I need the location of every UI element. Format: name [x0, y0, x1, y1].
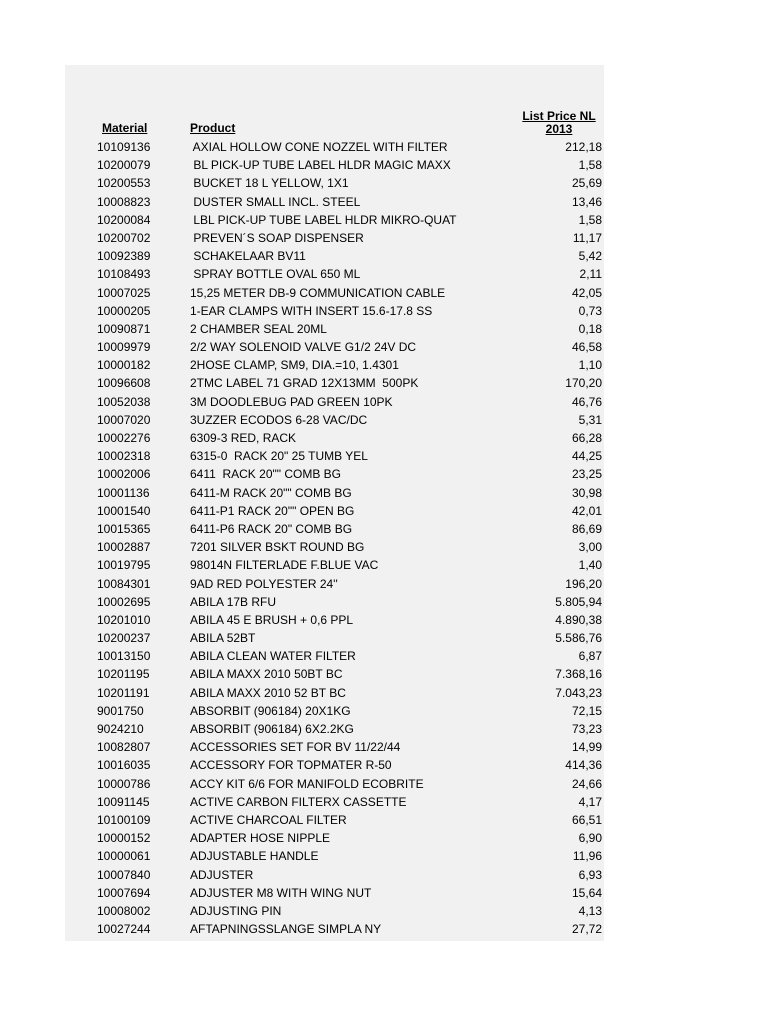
product-cell: ACCY KIT 6/6 FOR MANIFOLD ECOBRITE: [190, 776, 424, 791]
product-cell: ABILA 17B RFU: [190, 594, 277, 609]
price-cell: 13,46: [571, 194, 602, 209]
price-cell: 170,20: [565, 376, 602, 391]
table-row: [0, 156, 768, 174]
material-cell: 10000061: [97, 849, 151, 864]
table-row: [0, 520, 768, 538]
table-row: [0, 265, 768, 283]
table-row: [0, 284, 768, 302]
product-cell: 6315-0 RACK 20" 25 TUMB YEL: [190, 449, 368, 464]
price-cell: 6,93: [578, 867, 602, 882]
table-row: [0, 429, 768, 447]
product-cell: ADJUSTER: [190, 867, 254, 882]
material-cell: 10082807: [97, 740, 151, 755]
price-cell: 7.368,16: [555, 667, 602, 682]
price-cell: 11,17: [572, 230, 602, 245]
product-cell: ADJUSTABLE HANDLE: [190, 849, 319, 864]
price-cell: 0,73: [578, 303, 602, 318]
product-cell: ABSORBIT (906184) 20X1KG: [190, 703, 351, 718]
product-cell: BUCKET 18 L YELLOW, 1X1: [190, 176, 349, 191]
material-cell: 10200079: [97, 158, 151, 173]
table-row: [0, 229, 768, 247]
price-cell: 414,36: [565, 758, 602, 773]
table-row: [0, 884, 768, 902]
price-cell: 30,98: [571, 485, 602, 500]
product-cell: ABILA 52BT: [190, 631, 256, 646]
product-cell: ABILA 45 E BRUSH + 0,6 PPL: [190, 612, 354, 627]
header-list-price: [500, 110, 618, 136]
price-cell: 1,58: [578, 158, 602, 173]
table-row: [0, 829, 768, 847]
price-cell: 196,20: [565, 576, 602, 591]
product-cell: 6411-P6 RACK 20" COMB BG: [190, 521, 353, 536]
material-cell: 10200553: [97, 176, 151, 191]
material-cell: 10000205: [97, 303, 151, 318]
product-cell: AFTAPNINGSSLANGE SIMPLA NY: [190, 922, 382, 937]
material-cell: 10000152: [97, 831, 151, 846]
price-table: [0, 138, 768, 938]
material-cell: 10091145: [97, 794, 150, 809]
product-cell: 7201 SILVER BSKT ROUND BG: [190, 540, 365, 555]
price-cell: 4,17: [578, 794, 602, 809]
material-cell: 10100109: [97, 812, 151, 827]
header-product: Product: [190, 121, 236, 135]
table-row: [0, 356, 768, 374]
table-row: [0, 665, 768, 683]
price-cell: 5,31: [578, 412, 602, 427]
table-row: [0, 866, 768, 884]
material-cell: 10084301: [97, 576, 151, 591]
material-cell: 10090871: [97, 321, 151, 336]
material-cell: 10200702: [97, 230, 151, 245]
table-row: [0, 538, 768, 556]
table-row: [0, 411, 768, 429]
product-cell: 6411-P1 RACK 20"" OPEN BG: [190, 503, 355, 518]
price-cell: 212,18: [565, 140, 602, 154]
material-cell: 10001540: [97, 503, 151, 518]
material-cell: 10007694: [97, 885, 151, 900]
price-cell: 14,99: [571, 740, 602, 755]
product-cell: 2 CHAMBER SEAL 20ML: [190, 321, 327, 336]
product-cell: 2/2 WAY SOLENOID VALVE G1/2 24V DC: [190, 340, 417, 355]
price-cell: 25,69: [571, 176, 602, 191]
header-list-price-label: List Price NL: [522, 109, 596, 123]
price-cell: 86,69: [571, 521, 602, 536]
material-cell: 10002276: [97, 431, 151, 445]
product-cell: PREVEN´S SOAP DISPENSER: [190, 230, 364, 245]
material-cell: 10027244: [97, 922, 151, 937]
price-cell: 0,18: [578, 321, 602, 336]
price-cell: 66,51: [571, 812, 602, 827]
table-row: [0, 611, 768, 629]
table-row: [0, 138, 768, 156]
product-cell: 1-EAR CLAMPS WITH INSERT 15.6-17.8 SS: [190, 303, 433, 318]
table-row: [0, 902, 768, 920]
table-row: [0, 556, 768, 574]
table-row: [0, 793, 768, 811]
product-cell: 98014N FILTERLADE F.BLUE VAC: [190, 558, 379, 573]
product-cell: ACTIVE CARBON FILTERX CASSETTE: [190, 794, 407, 809]
material-cell: 10200237: [97, 631, 151, 646]
table-row: [0, 193, 768, 211]
table-row: [0, 738, 768, 756]
product-cell: ADJUSTING PIN: [190, 903, 282, 918]
price-cell: 1,58: [578, 212, 602, 227]
material-cell: 10108493: [97, 267, 151, 282]
product-cell: DUSTER SMALL INCL. STEEL: [190, 194, 361, 209]
header-material: Material: [102, 121, 148, 135]
price-cell: 2,11: [579, 267, 602, 282]
product-cell: ADJUSTER M8 WITH WING NUT: [190, 885, 372, 900]
table-row: [0, 811, 768, 829]
price-cell: 15,64: [571, 885, 602, 900]
material-cell: 10201195: [97, 667, 150, 682]
material-cell: 10008823: [97, 194, 151, 209]
table-row: [0, 756, 768, 774]
material-cell: 10092389: [97, 249, 151, 264]
product-cell: 6309-3 RED, RACK: [190, 431, 297, 445]
price-cell: 6,90: [578, 831, 602, 846]
material-cell: 10009979: [97, 340, 151, 355]
price-cell: 6,87: [578, 649, 602, 664]
material-cell: 10109136: [97, 140, 151, 154]
product-cell: ACCESSORY FOR TOPMATER R-50: [190, 758, 392, 773]
table-row: [0, 393, 768, 411]
product-cell: ADAPTER HOSE NIPPLE: [190, 831, 331, 846]
material-cell: 10016035: [97, 758, 151, 773]
price-cell: 46,76: [571, 394, 602, 409]
product-cell: 15,25 METER DB-9 COMMUNICATION CABLE: [190, 285, 446, 300]
price-cell: 5,42: [578, 249, 602, 264]
product-cell: SPRAY BOTTLE OVAL 650 ML: [190, 267, 361, 282]
material-cell: 10007840: [97, 867, 151, 882]
table-row: [0, 593, 768, 611]
table-row: [0, 720, 768, 738]
table-row: [0, 302, 768, 320]
product-cell: LBL PICK-UP TUBE LABEL HLDR MIKRO-QUAT: [190, 212, 457, 227]
price-cell: 24,66: [571, 776, 602, 791]
material-cell: 10000182: [97, 358, 151, 373]
table-row: [0, 847, 768, 865]
table-row: [0, 629, 768, 647]
table-row: [0, 575, 768, 593]
product-cell: 2TMC LABEL 71 GRAD 12X13MM 500PK: [190, 376, 419, 391]
table-row: [0, 320, 768, 338]
price-cell: 1,40: [578, 558, 602, 573]
price-cell: 66,28: [571, 431, 602, 445]
material-cell: 10200084: [97, 212, 151, 227]
price-cell: 5.805,94: [555, 594, 602, 609]
product-cell: ABILA MAXX 2010 52 BT BC: [190, 685, 346, 700]
material-cell: 10201010: [97, 612, 151, 627]
price-cell: 3,00: [578, 540, 602, 555]
table-row: [0, 211, 768, 229]
material-cell: 10096608: [97, 376, 151, 391]
material-cell: 10002006: [97, 467, 151, 482]
table-row: [0, 447, 768, 465]
material-cell: 10052038: [97, 394, 151, 409]
price-cell: 11,96: [572, 849, 602, 864]
table-row: [0, 338, 768, 356]
table-row: [0, 684, 768, 702]
header-list-price-year: 2013: [545, 122, 573, 136]
material-cell: 10019795: [97, 558, 151, 573]
table-row: [0, 775, 768, 793]
table-row: [0, 247, 768, 265]
material-cell: 10015365: [97, 521, 151, 536]
material-cell: 9024210: [97, 722, 144, 736]
material-cell: 10008002: [97, 903, 151, 918]
table-row: [0, 920, 768, 938]
material-cell: 10013150: [97, 649, 151, 664]
material-cell: 10007020: [97, 412, 151, 427]
material-cell: 10002695: [97, 594, 151, 609]
product-cell: AXIAL HOLLOW CONE NOZZEL WITH FILTER: [190, 140, 448, 154]
material-cell: 10007025: [97, 285, 151, 300]
product-cell: 9AD RED POLYESTER 24'': [190, 576, 338, 591]
table-row: [0, 174, 768, 192]
material-cell: 10002318: [97, 449, 151, 464]
price-cell: 46,58: [571, 340, 602, 355]
product-cell: 3M DOODLEBUG PAD GREEN 10PK: [190, 394, 393, 409]
product-cell: 6411 RACK 20"" COMB BG: [190, 467, 342, 482]
price-cell: 4.890,38: [555, 612, 602, 627]
price-cell: 23,25: [571, 467, 602, 482]
product-cell: BL PICK-UP TUBE LABEL HLDR MAGIC MAXX: [190, 158, 451, 173]
material-cell: 10000786: [97, 776, 151, 791]
table-row: [0, 647, 768, 665]
table-row: [0, 484, 768, 502]
product-cell: 6411-M RACK 20"" COMB BG: [190, 485, 352, 500]
material-cell: 10001136: [97, 485, 150, 500]
price-cell: 72,15: [571, 703, 602, 718]
product-cell: ABILA MAXX 2010 50BT BC: [190, 667, 343, 682]
price-cell: 4,13: [578, 903, 602, 918]
price-cell: 7.043,23: [555, 685, 602, 700]
price-cell: 27,72: [571, 922, 602, 937]
product-cell: 2HOSE CLAMP, SM9, DIA.=10, 1.4301: [190, 358, 399, 373]
price-cell: 5.586,76: [555, 631, 602, 646]
product-cell: ABSORBIT (906184) 6X2.2KG: [190, 722, 354, 736]
price-cell: 42,05: [571, 285, 602, 300]
product-cell: 3UZZER ECODOS 6-28 VAC/DC: [190, 412, 368, 427]
material-cell: 10002887: [97, 540, 151, 555]
product-cell: ACCESSORIES SET FOR BV 11/22/44: [190, 740, 401, 755]
price-cell: 73,23: [571, 722, 602, 736]
material-cell: 9001750: [97, 703, 144, 718]
price-cell: 42,01: [571, 503, 602, 518]
product-cell: SCHAKELAAR BV11: [190, 249, 306, 264]
table-row: [0, 502, 768, 520]
product-cell: ACTIVE CHARCOAL FILTER: [190, 812, 347, 827]
table-row: [0, 702, 768, 720]
table-row: [0, 374, 768, 392]
product-cell: ABILA CLEAN WATER FILTER: [190, 649, 356, 664]
material-cell: 10201191: [97, 685, 150, 700]
price-cell: 1,10: [578, 358, 602, 373]
price-cell: 44,25: [571, 449, 602, 464]
table-row: [0, 465, 768, 483]
